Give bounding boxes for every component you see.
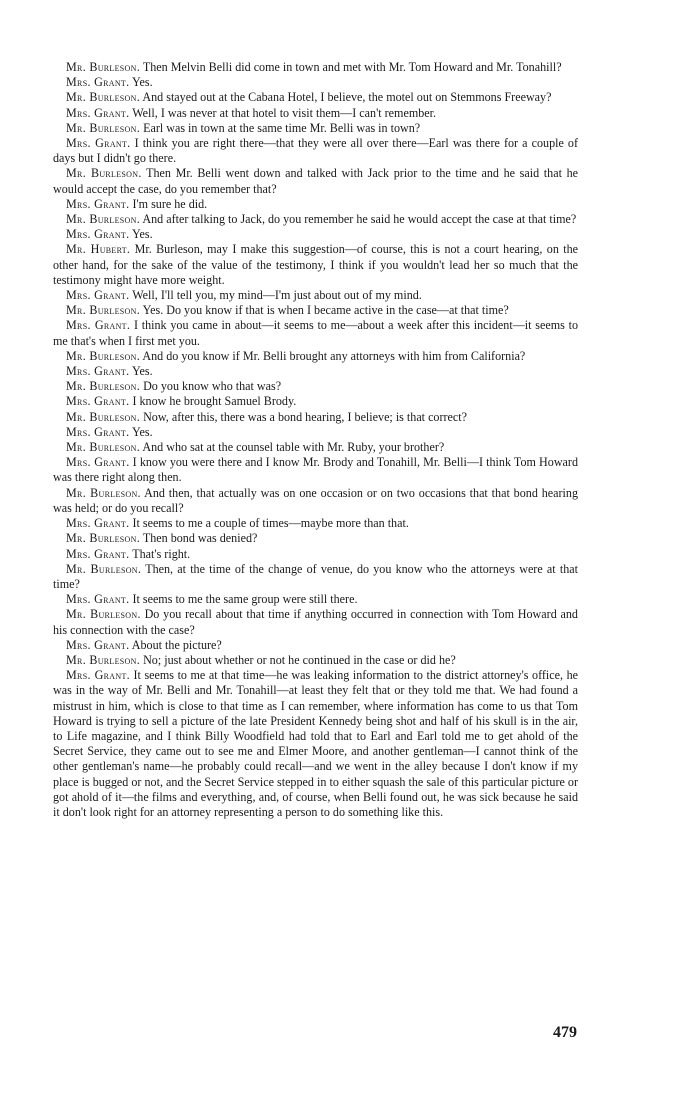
testimony-text: About the picture? bbox=[131, 637, 222, 652]
testimony-paragraph bbox=[53, 197, 578, 212]
testimony-paragraph bbox=[53, 75, 578, 90]
speaker-label: Mr. Burleson. bbox=[66, 440, 141, 455]
testimony-text: I think you came in about—it seems to me—about a week after this incident—it seems to me that's when I first met you. bbox=[53, 318, 579, 348]
transcript-page bbox=[53, 60, 578, 820]
page-number: 479 bbox=[553, 1024, 577, 1041]
testimony-text: Then Melvin Belli did come in town and met with Mr. Tom Howard and Mr. Tonahill? bbox=[142, 60, 562, 74]
testimony-paragraph bbox=[53, 638, 578, 653]
testimony-text: Then Mr. Belli went down and talked with Jack prior to the time and he said that he would accept the case, do you remember that? bbox=[53, 166, 578, 196]
testimony-paragraph bbox=[53, 212, 578, 227]
testimony-paragraph bbox=[53, 242, 578, 288]
testimony-text: And stayed out at the Cabana Hotel, I believe, the motel out on Stemmons Freeway? bbox=[142, 90, 552, 105]
testimony-paragraph bbox=[53, 486, 578, 516]
speaker-label: Mrs. Grant. bbox=[66, 196, 130, 211]
speaker-label: Mr. Burleson. bbox=[66, 379, 141, 394]
speaker-label: Mr. Burleson. bbox=[66, 90, 141, 105]
speaker-label: Mrs. Grant. bbox=[66, 455, 130, 470]
speaker-label: Mrs. Grant. bbox=[66, 394, 130, 409]
speaker-label: Mrs. Grant. bbox=[66, 364, 130, 379]
testimony-paragraph bbox=[53, 531, 578, 546]
speaker-label: Mrs. Grant. bbox=[66, 227, 130, 242]
testimony-paragraph bbox=[53, 653, 578, 668]
speaker-label: Mr. Burleson. bbox=[66, 120, 141, 135]
testimony-text: And who sat at the counsel table with Mr. Ruby, your brother? bbox=[142, 440, 445, 455]
testimony-text: It seems to me at that time—he was leaking information to the district attorney's office, he was in the way of Mr. Belli and Mr. Tonahill—at least they felt that or they told me that. We had found a mistrust in him, which is close to that time as I can remember, where information has come to us that Tom Howard is trying to sell a picture of the late President Kennedy being shot and half of his skull is in the air, to Life magazine, and I think Billy Woodfield had told that to Earl and Earl told me to get ahold of the Secret Service, they came out to see me and Elmer Moore, and another gentleman—I cannot think of the other gentleman's name—he probably could recall—and we went in the alley because I don't know if my place is bugged or not, and the Secret Service stepped in to either squash the sale of this particular picture or got ahold of it—the films and everything, and, of course, when Belli found out, he was sick because he said it don't look right for an attorney representing a person to do something like this. bbox=[53, 668, 578, 819]
speaker-label: Mr. Burleson. bbox=[66, 303, 141, 318]
testimony-text: Well, I was never at that hotel to visit them—I can't remember. bbox=[132, 105, 437, 120]
testimony-text: Mr. Burleson, may I make this suggestion—of course, this is not a court hearing, on the other hand, for the sake of the value of the testimony, I think if you wouldn't lead her so much that the testimony might have more weight. bbox=[53, 242, 579, 287]
speaker-label: Mr. Burleson. bbox=[66, 60, 141, 74]
testimony-paragraph bbox=[53, 379, 578, 394]
testimony-text: Yes. bbox=[132, 75, 153, 90]
testimony-paragraph bbox=[53, 318, 578, 348]
speaker-label: Mrs. Grant. bbox=[66, 75, 130, 90]
testimony-text: Then bond was denied? bbox=[142, 531, 258, 546]
testimony-paragraph bbox=[53, 394, 578, 409]
speaker-label: Mr. Burleson. bbox=[66, 531, 141, 546]
speaker-label: Mr. Burleson. bbox=[66, 212, 141, 227]
speaker-label: Mr. Burleson. bbox=[66, 652, 141, 667]
testimony-paragraph bbox=[53, 607, 578, 637]
testimony-paragraph bbox=[53, 349, 578, 364]
speaker-label: Mr. Hubert. bbox=[66, 242, 131, 257]
speaker-label: Mrs. Grant. bbox=[66, 318, 131, 333]
speaker-label: Mrs. Grant. bbox=[66, 136, 131, 151]
speaker-label: Mr. Burleson. bbox=[66, 348, 141, 363]
testimony-text: Do you recall about that time if anything occurred in connection with Tom Howard and his connection with the case? bbox=[53, 607, 578, 637]
testimony-paragraph bbox=[53, 547, 578, 562]
testimony-text: I know he brought Samuel Brody. bbox=[132, 394, 297, 409]
speaker-label: Mr. Burleson. bbox=[66, 607, 141, 622]
testimony-paragraph bbox=[53, 562, 578, 592]
testimony-text: I think you are right there—that they were all over there—Earl was there for a couple of days but I didn't go there. bbox=[53, 136, 579, 166]
speaker-label: Mr. Burleson. bbox=[66, 485, 141, 500]
testimony-paragraph bbox=[53, 592, 578, 607]
testimony-text: No; just about whether or not he continued in the case or did he? bbox=[143, 652, 456, 667]
testimony-text: Yes. Do you know if that is when I became active in the case—at that time? bbox=[142, 303, 509, 318]
testimony-text: I'm sure he did. bbox=[132, 196, 208, 211]
testimony-text: Yes. bbox=[132, 424, 153, 439]
testimony-text: And do you know if Mr. Belli brought any attorneys with him from California? bbox=[142, 348, 526, 363]
testimony-paragraph bbox=[53, 440, 578, 455]
speaker-label: Mr. Burleson. bbox=[66, 409, 141, 424]
testimony-text: And after talking to Jack, do you remember he said he would accept the case at that time? bbox=[142, 212, 577, 227]
testimony-paragraph bbox=[53, 410, 578, 425]
testimony-paragraph bbox=[53, 288, 578, 303]
speaker-label: Mrs. Grant. bbox=[66, 516, 130, 531]
testimony-paragraph bbox=[53, 425, 578, 440]
testimony-paragraph bbox=[53, 106, 578, 121]
testimony-text: Now, after this, there was a bond hearing, I believe; is that correct? bbox=[143, 409, 468, 424]
testimony-text: I know you were there and I know Mr. Brody and Tonahill, Mr. Belli—I think Tom Howard was there right along then. bbox=[53, 455, 578, 485]
speaker-label: Mrs. Grant. bbox=[66, 288, 130, 303]
testimony-text: Well, I'll tell you, my mind—I'm just about out of my mind. bbox=[132, 288, 422, 303]
testimony-text: That's right. bbox=[132, 546, 191, 561]
speaker-label: Mrs. Grant. bbox=[66, 637, 130, 652]
speaker-label: Mr. Burleson. bbox=[66, 561, 142, 576]
speaker-label: Mrs. Grant. bbox=[66, 546, 130, 561]
testimony-text: It seems to me the same group were still there. bbox=[132, 592, 358, 607]
testimony-paragraph bbox=[53, 60, 578, 75]
speaker-label: Mrs. Grant. bbox=[66, 592, 130, 607]
speaker-label: Mr. Burleson. bbox=[66, 166, 142, 181]
testimony-paragraph bbox=[53, 303, 578, 318]
testimony-text: And then, that actually was on one occasion or on two occasions that that bond hearing was held; or do you recall? bbox=[53, 485, 579, 515]
testimony-text: Do you know who that was? bbox=[143, 379, 282, 394]
testimony-paragraph bbox=[53, 121, 578, 136]
testimony-paragraph bbox=[53, 227, 578, 242]
speaker-label: Mrs. Grant. bbox=[66, 668, 130, 683]
testimony-text: Earl was in town at the same time Mr. Belli was in town? bbox=[143, 120, 421, 135]
testimony-paragraph bbox=[53, 455, 578, 485]
testimony-text: It seems to me a couple of times—maybe more than that. bbox=[132, 516, 409, 531]
testimony-paragraph bbox=[53, 90, 578, 105]
testimony-text: Yes. bbox=[132, 227, 153, 242]
testimony-paragraph bbox=[53, 166, 578, 196]
testimony-text: Then, at the time of the change of venue, do you know who the attorneys were at that time? bbox=[53, 561, 578, 591]
testimony-paragraph bbox=[53, 668, 578, 820]
speaker-label: Mrs. Grant. bbox=[66, 424, 130, 439]
speaker-label: Mrs. Grant. bbox=[66, 105, 130, 120]
testimony-text: Yes. bbox=[132, 364, 153, 379]
testimony-paragraph bbox=[53, 364, 578, 379]
testimony-paragraph bbox=[53, 136, 578, 166]
testimony-paragraph bbox=[53, 516, 578, 531]
